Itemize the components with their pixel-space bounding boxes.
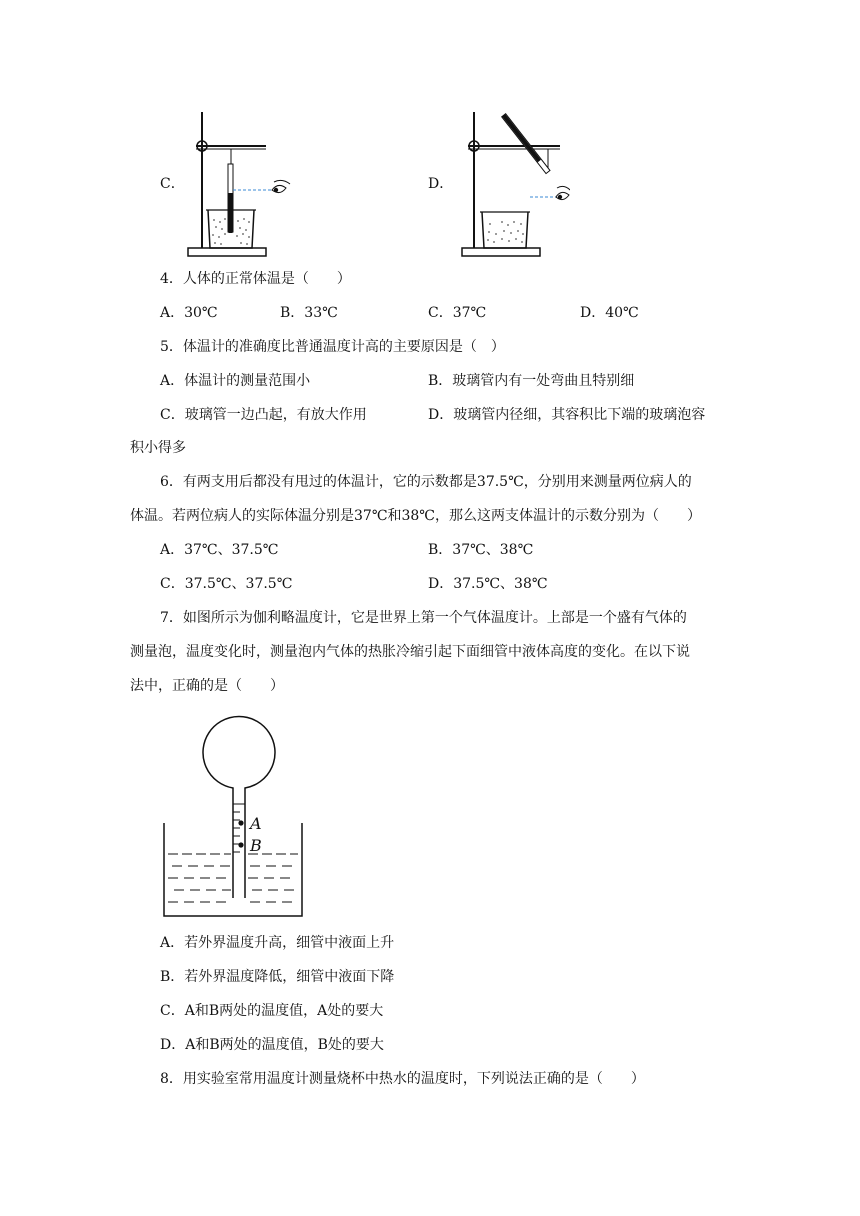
q5-option-b: B．玻璃管内有一处弯曲且特别细 xyxy=(428,373,635,389)
q8-stem: 8．用实验室常用温度计测量烧杯中热水的温度时，下列说法正确的是（ ） xyxy=(160,1071,645,1087)
q6-option-d: D．37.5℃、38℃ xyxy=(428,576,548,592)
q7-option-c: C．A和B两处的温度值，A处的要大 xyxy=(160,1003,384,1019)
q3-figure-c xyxy=(186,108,296,260)
q6-option-c: C．37.5℃、37.5℃ xyxy=(160,576,293,592)
q5-option-d: D．玻璃管内径细，其容积比下端的玻璃泡容 xyxy=(428,407,706,423)
q3-figure-d xyxy=(458,108,570,260)
q3-option-c-label: C． xyxy=(160,176,185,192)
q6-stem-line1: 6．有两支用后都没有甩过的体温计，它的示数都是37.5℃，分别用来测量两位病人的 xyxy=(160,474,692,490)
q7-stem-line1: 7．如图所示为伽利略温度计，它是世界上第一个气体温度计。上部是一个盛有气体的 xyxy=(160,610,687,626)
q5-stem: 5．体温计的准确度比普通温度计高的主要原因是（ ） xyxy=(160,339,505,355)
q7-galileo-thermometer-figure xyxy=(160,708,310,920)
q7-stem-line3: 法中，正确的是（ ） xyxy=(130,678,284,694)
q5-option-d-continued: 积小得多 xyxy=(130,440,186,456)
q7-stem-line2: 测量泡，温度变化时，测量泡内气体的热胀冷缩引起下面细管中液体高度的变化。在以下说 xyxy=(130,644,690,660)
q4-option-a: A．30℃ xyxy=(160,305,218,321)
q5-option-c: C．玻璃管一边凸起，有放大作用 xyxy=(160,407,367,423)
q7-option-b: B．若外界温度降低，细管中液面下降 xyxy=(160,969,395,985)
q4-option-c: C．37℃ xyxy=(428,305,487,321)
q4-stem: 4．人体的正常体温是（ ） xyxy=(160,271,351,287)
q6-option-b: B．37℃、38℃ xyxy=(428,542,534,558)
q3-option-d-label: D． xyxy=(428,176,454,192)
q7-label-a: A xyxy=(250,814,262,833)
q7-option-d: D．A和B两处的温度值，B处的要大 xyxy=(160,1037,384,1053)
q5-option-a: A．体温计的测量范围小 xyxy=(160,373,311,389)
q7-label-b: B xyxy=(250,836,262,855)
q4-option-d: D．40℃ xyxy=(580,305,639,321)
q6-stem-line2: 体温。若两位病人的实际体温分别是37℃和38℃，那么这两支体温计的示数分别为（ ） xyxy=(130,508,701,524)
q4-option-b: B．33℃ xyxy=(280,305,338,321)
q6-option-a: A．37℃、37.5℃ xyxy=(160,542,279,558)
q7-option-a: A．若外界温度升高，细管中液面上升 xyxy=(160,935,395,951)
